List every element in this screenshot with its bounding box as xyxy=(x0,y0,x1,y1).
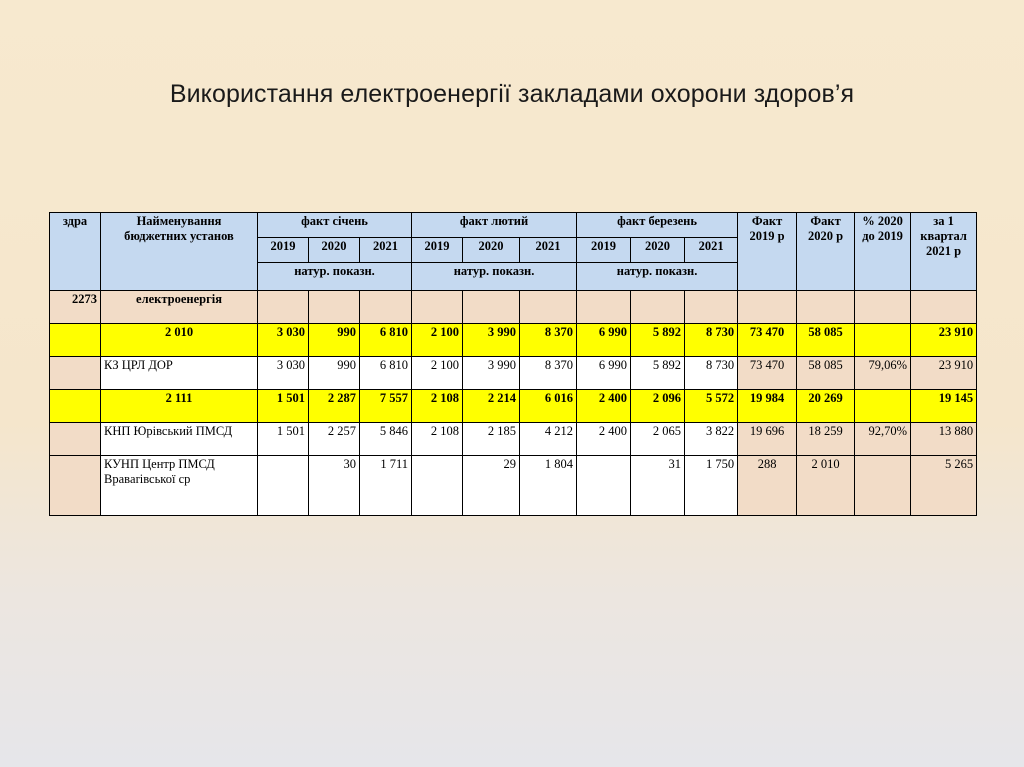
header-fact-2020: Факт 2020 р xyxy=(797,213,855,291)
fact-2019-cell: 19 984 xyxy=(738,390,797,423)
row-code-cell xyxy=(50,390,101,423)
value-cell: 2 108 xyxy=(412,423,463,456)
table-row xyxy=(50,324,977,357)
value-cell: 29 xyxy=(463,456,520,516)
value-cell: 2 287 xyxy=(309,390,360,423)
percent-cell xyxy=(855,324,911,357)
value-cell xyxy=(577,456,631,516)
value-cell: 2 214 xyxy=(463,390,520,423)
fact-2020-cell: 18 259 xyxy=(797,423,855,456)
header-february: факт лютий xyxy=(412,213,577,238)
header-q1-2021: за 1 квартал 2021 р xyxy=(911,213,977,291)
row-code-cell xyxy=(50,423,101,456)
header-year: 2020 xyxy=(631,238,685,263)
row-name-cell: 2 111 xyxy=(101,390,258,423)
value-cell: 8 370 xyxy=(520,357,577,390)
value-cell: 1 501 xyxy=(258,390,309,423)
percent-cell xyxy=(855,456,911,516)
header-year: 2019 xyxy=(412,238,463,263)
value-cell: 8 370 xyxy=(520,324,577,357)
value-cell: 3 822 xyxy=(685,423,738,456)
value-cell: 990 xyxy=(309,357,360,390)
value-cell xyxy=(412,456,463,516)
value-cell: 3 030 xyxy=(258,357,309,390)
value-cell: 3 990 xyxy=(463,324,520,357)
header-code: здра xyxy=(50,213,101,291)
value-cell: 2 400 xyxy=(577,423,631,456)
category-code: 2273 xyxy=(50,291,101,324)
header-name: Найменування бюджетних установ xyxy=(101,213,258,291)
fact-2019-cell: 19 696 xyxy=(738,423,797,456)
value-cell: 2 096 xyxy=(631,390,685,423)
fact-2019-cell: 73 470 xyxy=(738,357,797,390)
header-percent: % 2020 до 2019 xyxy=(855,213,911,291)
percent-cell: 92,70% xyxy=(855,423,911,456)
header-year: 2021 xyxy=(360,238,412,263)
header-fact-2019: Факт 2019 р xyxy=(738,213,797,291)
value-cell: 7 557 xyxy=(360,390,412,423)
fact-2020-cell: 58 085 xyxy=(797,357,855,390)
q1-2021-cell: 19 145 xyxy=(911,390,977,423)
value-cell xyxy=(258,456,309,516)
row-code-cell xyxy=(50,456,101,516)
value-cell: 5 892 xyxy=(631,357,685,390)
slide-title: Використання електроенергії закладами охорони здоров’я xyxy=(169,80,855,108)
value-cell: 6 810 xyxy=(360,357,412,390)
value-cell: 2 100 xyxy=(412,324,463,357)
value-cell: 1 501 xyxy=(258,423,309,456)
table-row xyxy=(50,423,977,456)
value-cell: 2 400 xyxy=(577,390,631,423)
fact-2019-cell: 288 xyxy=(738,456,797,516)
value-cell: 2 100 xyxy=(412,357,463,390)
q1-2021-cell: 23 910 xyxy=(911,357,977,390)
value-cell: 1 804 xyxy=(520,456,577,516)
value-cell: 990 xyxy=(309,324,360,357)
value-cell: 31 xyxy=(631,456,685,516)
value-cell: 5 892 xyxy=(631,324,685,357)
row-name-cell: КЗ ЦРЛ ДОР xyxy=(101,357,258,390)
category-name: електроенергія xyxy=(101,291,258,324)
value-cell: 4 212 xyxy=(520,423,577,456)
row-name-cell: КНП Юрівський ПМСД xyxy=(101,423,258,456)
value-cell: 6 810 xyxy=(360,324,412,357)
row-name-cell: 2 010 xyxy=(101,324,258,357)
value-cell: 2 108 xyxy=(412,390,463,423)
fact-2020-cell: 20 269 xyxy=(797,390,855,423)
value-cell: 2 185 xyxy=(463,423,520,456)
q1-2021-cell: 5 265 xyxy=(911,456,977,516)
value-cell: 30 xyxy=(309,456,360,516)
header-year: 2020 xyxy=(309,238,360,263)
value-cell: 5 846 xyxy=(360,423,412,456)
value-cell: 6 990 xyxy=(577,324,631,357)
table-row xyxy=(50,390,977,423)
energy-usage-table xyxy=(49,212,977,516)
fact-2020-cell: 2 010 xyxy=(797,456,855,516)
value-cell: 2 065 xyxy=(631,423,685,456)
row-code-cell xyxy=(50,357,101,390)
header-year: 2019 xyxy=(258,238,309,263)
header-year: 2020 xyxy=(463,238,520,263)
q1-2021-cell: 13 880 xyxy=(911,423,977,456)
value-cell: 1 711 xyxy=(360,456,412,516)
value-cell: 3 030 xyxy=(258,324,309,357)
row-name-cell: КУНП Центр ПМСД Вравarівської ср xyxy=(101,456,258,516)
value-cell: 8 730 xyxy=(685,357,738,390)
value-cell: 2 257 xyxy=(309,423,360,456)
table-row xyxy=(50,357,977,390)
percent-cell: 79,06% xyxy=(855,357,911,390)
table-row xyxy=(50,456,977,516)
header-january: факт січень xyxy=(258,213,412,238)
value-cell: 3 990 xyxy=(463,357,520,390)
fact-2020-cell: 58 085 xyxy=(797,324,855,357)
value-cell: 6 016 xyxy=(520,390,577,423)
fact-2019-cell: 73 470 xyxy=(738,324,797,357)
q1-2021-cell: 23 910 xyxy=(911,324,977,357)
header-unit-note: натур. показн. xyxy=(412,263,577,291)
percent-cell xyxy=(855,390,911,423)
value-cell: 8 730 xyxy=(685,324,738,357)
value-cell: 6 990 xyxy=(577,357,631,390)
header-year: 2021 xyxy=(685,238,738,263)
header-unit-note: натур. показн. xyxy=(258,263,412,291)
header-march: факт березень xyxy=(577,213,738,238)
row-code-cell xyxy=(50,324,101,357)
value-cell: 5 572 xyxy=(685,390,738,423)
value-cell: 1 750 xyxy=(685,456,738,516)
header-year: 2019 xyxy=(577,238,631,263)
header-year: 2021 xyxy=(520,238,577,263)
header-unit-note: натур. показн. xyxy=(577,263,738,291)
